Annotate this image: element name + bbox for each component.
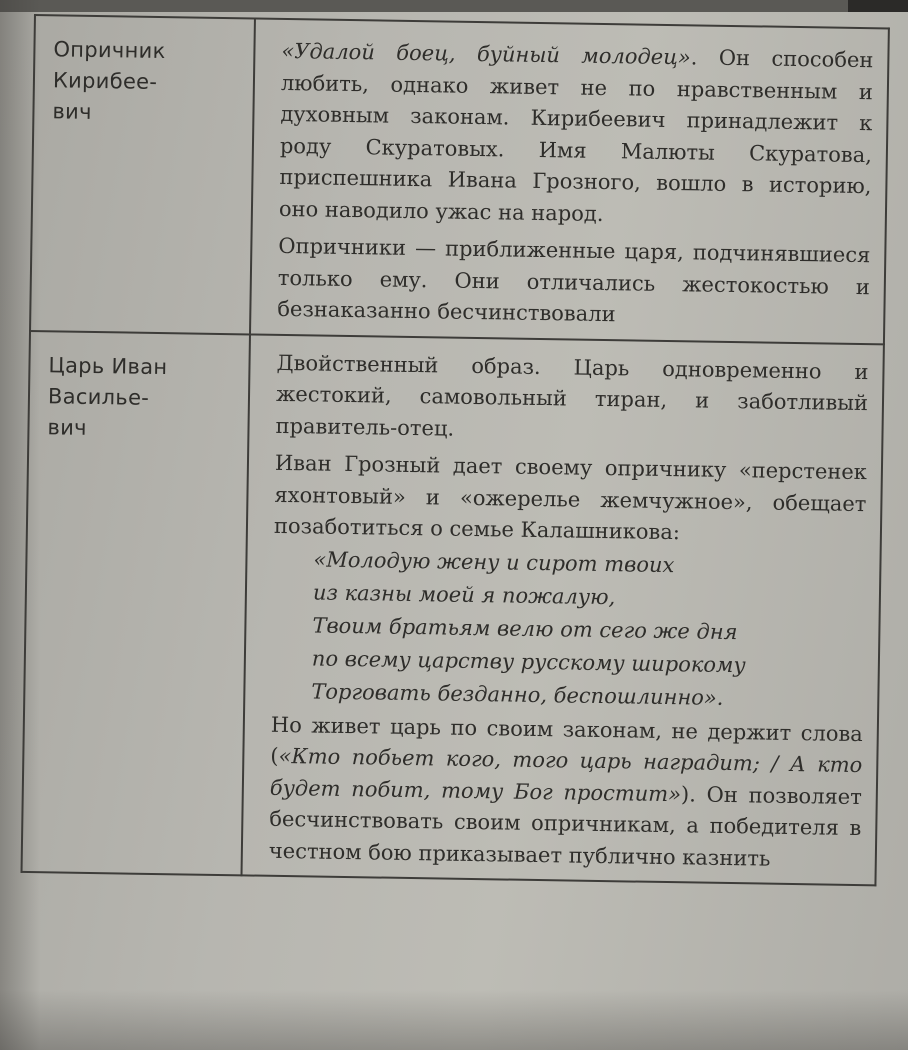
paragraph-text: ). Он позволяет бесчинствовать своим опричникам, а победителя в честном бою приказывает публично казнить	[268, 781, 862, 871]
verse-line: Торговать безданно, беспошлинно».	[311, 678, 724, 710]
description-paragraph	[279, 36, 874, 234]
verse-line: «Молодую жену и сирот твоих	[313, 546, 675, 577]
paragraph-text: . Он способен любить, однако живет не по нравственным и духовным законам. Кирибеевич принадлежит к роду Скуратовых. Имя Малюты Скуратова, приспешника Ивана Грозного, вошло в историю, оно наводило ужас на народ.	[278, 45, 874, 226]
character-name-cell	[30, 15, 255, 334]
character-name-line: вич	[47, 414, 88, 440]
page-shadow-bottom	[0, 990, 908, 1050]
character-name-line: Опричник	[53, 37, 166, 64]
description-paragraph: Иван Грозный дает своему опричнику «перстенек яхонтовый» и «ожерелье жемчужное», обещает позаботиться о семье Калашникова:	[273, 450, 868, 545]
description-paragraph: Опричники — приближенные царя, подчинявшиеся только ему. Они отличались жестокостью и безнаказанно бесчинствовали	[277, 233, 871, 327]
characters-table	[21, 14, 890, 886]
inline-quote: «Удалой боец, буйный молодец»	[281, 38, 691, 70]
character-description-cell	[241, 334, 883, 885]
character-name-line: вич	[52, 99, 93, 124]
character-name-line: Кирибее-	[52, 68, 158, 94]
table-row	[22, 330, 884, 885]
page-top-edge	[0, 0, 908, 12]
paragraph-text: Но живет царь по своим законам, не держит слова (	[270, 712, 863, 768]
verse-line: Твоим братьям велю от сего же дня	[312, 612, 738, 644]
character-name-line: Царь Иван	[48, 352, 168, 379]
description-paragraph: Двойственный образ. Царь одновременно и жестокий, самовольный тиран, и заботливый правитель-отец.	[275, 350, 869, 441]
table-row	[30, 15, 889, 344]
character-name-cell	[22, 330, 250, 875]
verse-quote	[311, 543, 866, 717]
character-description-cell	[250, 18, 889, 343]
verse-line: по всему царству русскому широкому	[311, 645, 746, 677]
character-name-line: Василье-	[47, 383, 150, 410]
inline-quote: «Кто побьет кого, того царь наградит; / А кто будет побит, тому Бог простит»	[269, 743, 863, 806]
description-paragraph	[269, 709, 863, 876]
verse-line: из казны моей я пожалую,	[312, 579, 616, 609]
